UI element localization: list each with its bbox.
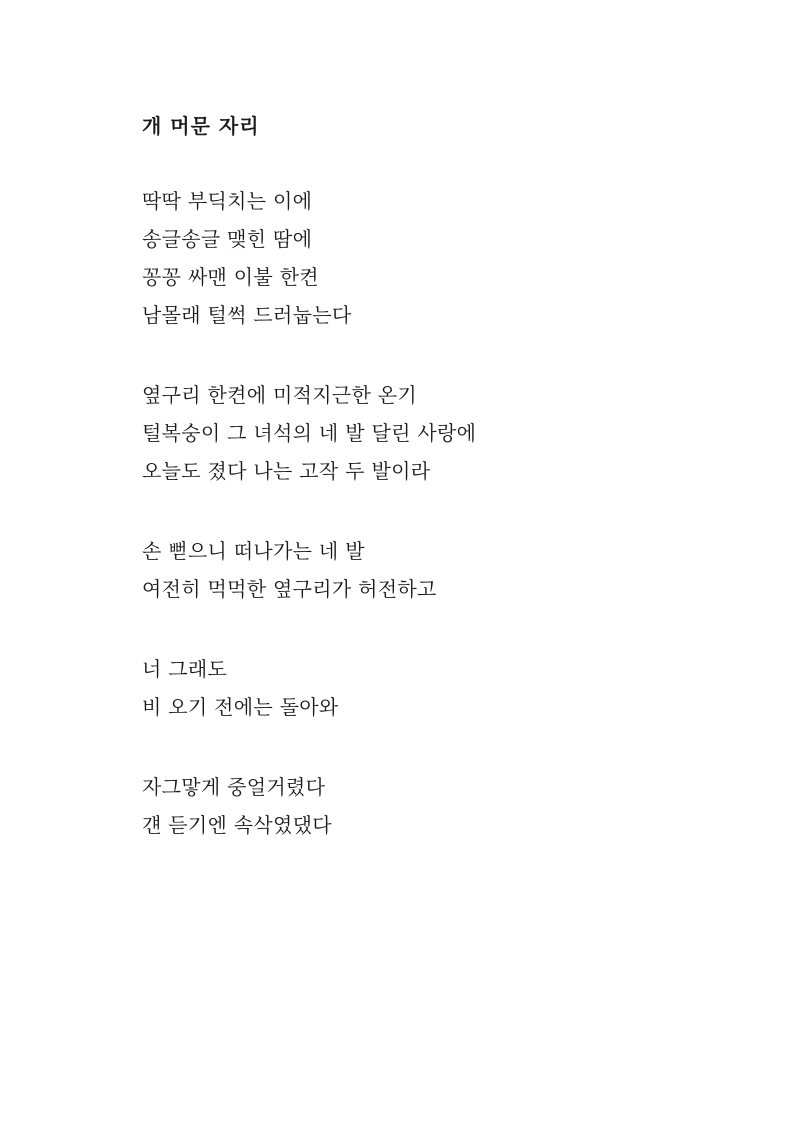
poem-line: 송글송글 맺힌 땀에	[142, 227, 313, 251]
poem-line: 딱딱 부딕치는 이에	[142, 189, 313, 213]
poem-line: 걘 듣기엔 속삭였댔다	[142, 813, 332, 837]
poem-line: 오늘도 졌다 나는 고작 두 발이라	[142, 459, 431, 483]
stanza-3	[142, 532, 702, 608]
stanza-2	[142, 376, 702, 490]
poem-line: 너 그래도	[142, 657, 228, 681]
poem-line: 여전히 먹먹한 옆구리가 허전하고	[142, 577, 437, 601]
poem-line: 남몰래 털썩 드러눕는다	[142, 303, 352, 327]
poem-line: 비 오기 전에는 돌아와	[142, 695, 339, 719]
poem-line: 자그맣게 중얼거렸다	[142, 775, 326, 799]
poem-line: 털복숭이 그 녀석의 네 발 달린 사랑에	[142, 421, 477, 445]
stanza-5	[142, 768, 702, 844]
poem	[142, 106, 702, 844]
poem-line: 옆구리 한켠에 미적지근한 온기	[142, 383, 418, 407]
poem-line: 꽁꽁 싸맨 이불 한켠	[142, 265, 319, 289]
poem-title: 개 머문 자리	[142, 114, 260, 138]
poem-line: 손 뻗으니 떠나가는 네 발	[142, 539, 365, 563]
stanza-1	[142, 182, 702, 334]
stanza-4	[142, 650, 702, 726]
